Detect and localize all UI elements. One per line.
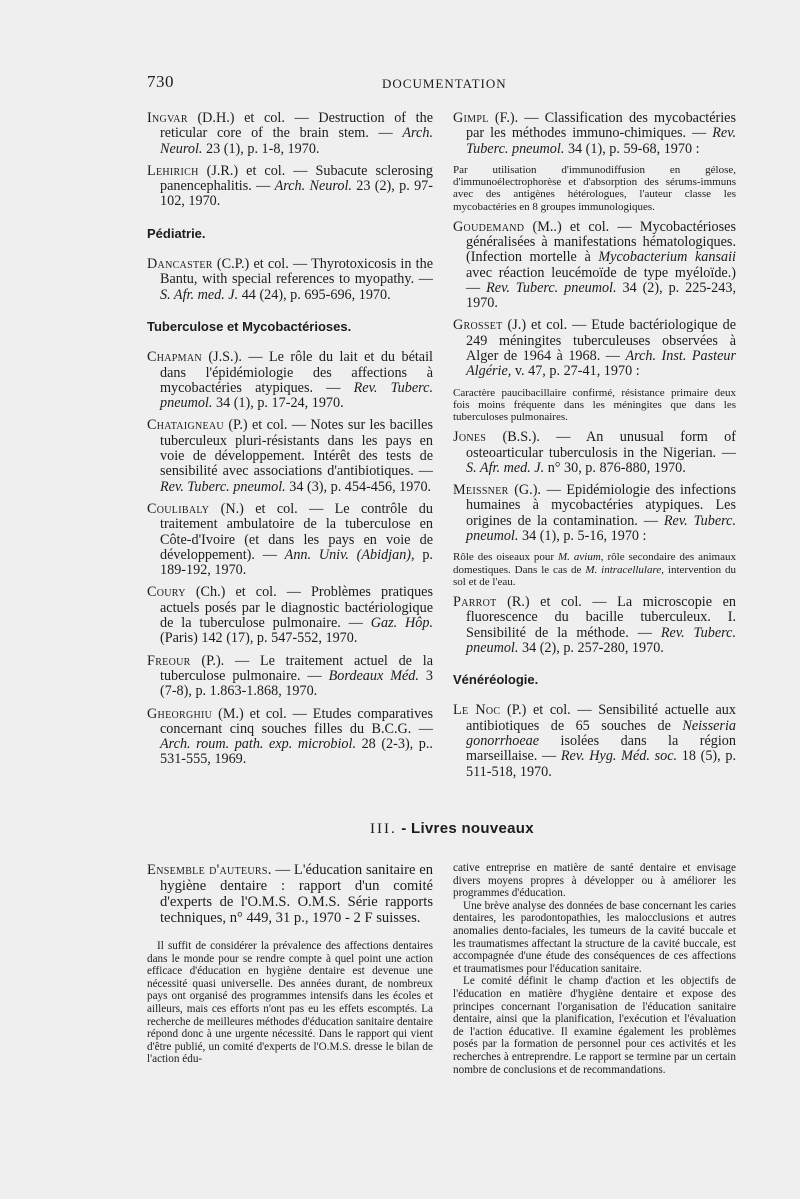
reference-entry (147, 257, 433, 303)
abstract-note: Par utilisation d'immunodiffusion en gélose, d'immunoélectrophorèse et d'absorption des sérums-immuns avec des antigènes hétérologues, l'auteur classe les mycobactéries en 8 groupes immunologiques. (453, 163, 736, 213)
reference-citation: 34 (3), p. 454-456, 1970. (285, 478, 432, 495)
reference-entry (147, 654, 433, 700)
reference-citation: n° 30, p. 876-880, 1970. (544, 459, 686, 476)
journal: Arch. Inst. Pasteur Algérie, (466, 348, 737, 380)
journal: Bordeaux Méd. (328, 667, 419, 684)
author: Le Noc (453, 702, 501, 719)
journal: Rev. Tuberc. pneumol. (466, 624, 736, 656)
reference-text: (P.). — Le traitement actuel de la tuberculose pulmonaire. — (160, 652, 433, 684)
species-name: M. avium, (558, 551, 604, 564)
journal: Rev. Tuberc. pneumol. (486, 279, 617, 296)
reference-entry (453, 483, 736, 544)
reference-text: (D.H.) et col. — Destruction of the reticular core of the brain stem. — (160, 110, 433, 142)
book-author: Ensemble d'auteurs. (147, 862, 272, 878)
author: Parrot (453, 593, 497, 610)
journal: Rev. Tuberc. pneumol. (466, 512, 737, 545)
reference-entry (147, 585, 433, 646)
journal: Arch. roum. path. exp. microbiol. (160, 736, 357, 753)
book-reference (147, 862, 433, 926)
author: Lehirich (147, 162, 199, 179)
right-column (453, 111, 736, 787)
reference-citation: 44 (24), p. 695-696, 1970. (238, 286, 391, 303)
species-name: Neisseria gonorrhoeae (466, 717, 736, 750)
part-title-text: Livres nouveaux (410, 820, 534, 837)
reference-entry (453, 430, 736, 476)
reference-text: (M..) et col. — Mycobactérioses généralisées à manifestations hématologiques. (Infection mortelle à (466, 218, 736, 266)
book-citation: — L'éducation sanitaire en hygiène dentaire : rapport d'un comité d'experts de l'O.M.S. O.M.S. Série rapports techniques, n° 449, 31 p., 1970 - 2 F suisses. (160, 862, 433, 926)
part-title (370, 820, 534, 838)
running-title: DOCUMENTATION (382, 76, 507, 91)
species-name: Mycobacterium kansaii (598, 249, 736, 266)
book-summary-paragraph: cative entreprise en matière de santé dentaire et envisage divers moyens propres à développer ou à améliorer les programmes d'éducation. (453, 862, 736, 900)
reference-citation: 34 (1), p. 59-68, 1970 : (564, 140, 700, 157)
reference-text: isolées dans la région marseillaise. — (466, 733, 736, 765)
journal: Ann. Univ. (Abidjan) (284, 546, 412, 563)
author: Coulibaly (147, 500, 210, 517)
reference-citation: v. 47, p. 27-41, 1970 : (511, 363, 640, 380)
note-text: Rôle des oiseaux pour (453, 551, 559, 564)
book-summary-paragraph: Il suffit de considérer la prévalence des affections dentaires dans le monde pour se rendre compte à quel point une action efficace d'éducation en hygiène dentaire est devenue une nécessité quasi universelle. Des années durant, de nombreux pays ont organisé des programmes intensifs dans les écoles et ailleurs, mais ces efforts n'ont pas eu les effets escomptés. La recherche de meilleures méthodes d'éducation sanitaire dentaire répond donc à une urgente nécessité. Dans le rapport qui vient d'être publié, un comité d'experts de l'O.M.S. dresse le bilan de l'action édu- (147, 940, 433, 1066)
journal: Rev. Tuberc. pneumol. (160, 379, 433, 412)
author: Meissner (453, 482, 509, 499)
journal: Gaz. Hôp. (370, 615, 433, 632)
reference-entry (147, 418, 433, 494)
part-dash: - (396, 820, 411, 837)
note-text: rôle secondaire des animaux domestiques. Dans le cas de (453, 551, 736, 576)
author: Coury (147, 584, 186, 601)
reference-citation: 23 (1), p. 1-8, 1970. (202, 140, 320, 157)
reference-text: (C.P.) et col. — Thyrotoxicosis in the Bantu, with special references to myopathy. — (160, 256, 433, 288)
author: Ingvar (147, 110, 188, 126)
reference-entry (453, 318, 736, 379)
reference-entry (147, 350, 433, 411)
journal: S. Afr. med. J. (466, 459, 545, 476)
note-text: intervention du sol et de l'eau. (453, 563, 736, 588)
reference-entry (147, 164, 433, 210)
section-heading-tuberculose: Tuberculose et Mycobactérioses. (147, 318, 352, 334)
author: Chapman (147, 349, 202, 366)
reference-text: (P.) et col. — Notes sur les bacilles tuberculeux pluri-résistants dans les pays en voie de développement. Intérêt des tests de sensibilité avec associations d'antibiotiques. — (160, 417, 433, 480)
reference-citation: 34 (2), p. 257-280, 1970. (518, 639, 664, 656)
reference-text: avec réaction leucémoïde de type myéloïde.) — (466, 264, 736, 296)
journal: Arch. Neurol. (274, 178, 352, 195)
reference-entry (147, 707, 433, 768)
author: Dancaster (147, 256, 213, 273)
book-summary-paragraph: Le comité définit le champ d'action et les objectifs de l'éducation en matière d'hygiène dentaire et expose des principes concernant l'organisation de l'éducation sanitaire dentaire, ainsi que la planification, l'exécution et l'évaluation de l'action éducative. Il examine également les problèmes posés par la formation de personnel pour ces activités et les recherches à entreprendre. Le rapport se termine par un certain nombre de conclusions et de recommandations. (453, 975, 736, 1076)
page-number: 730 (147, 72, 174, 91)
reference-text: (F.). — Classification des mycobactéries par les méthodes immuno-chimiques. — (466, 110, 736, 142)
journal: Rev. Tuberc. pneumol. (160, 478, 286, 495)
reference-text: (Ch.) et col. — Problèmes pratiques actuels posés par le diagnostic bactériologique de la tuberculose pulmonaire. — (160, 584, 433, 632)
author: Grosset (453, 317, 503, 334)
reference-text: (M.) et col. — Etudes comparatives concernant cinq souches filles du B.C.G. — (160, 705, 433, 737)
reference-text: (J.S.). — Le rôle du lait et du bétail dans l'épidémiologie des affections à mycobactéries atypiques. — (160, 349, 433, 396)
reference-text: (B.S.). — An unusual form of osteoarticular tuberculosis in the Nigerian. — (466, 429, 736, 461)
section-heading-pediatrie: Pédiatrie. (147, 225, 206, 241)
reference-text: (N.) et col. — Le contrôle du traitement ambulatoire de la tuberculose en Côte-d'Ivoire (et dans les pays en voie de développement). — (160, 500, 433, 563)
journal: Rev. Tuberc. pneumol. (466, 125, 736, 157)
book-summary-paragraph: Une brève analyse des données de base concernant les caries dentaires, les parodontopathies, les malocclusions et autres anomalies dento-faciales, les tumeurs de la cavité buccale et les traumatismes affectant la structure de la cavité buccale, est accompagnée d'une étude des conséquences de ces affections et traumatismes pour l'éducation sanitaire. (453, 899, 736, 975)
reference-text: (P.) et col. — Sensibilité actuelle aux antibiotiques de 65 souches de (466, 702, 736, 734)
reference-entry (453, 703, 736, 779)
book-review-right (453, 862, 736, 1076)
reference-citation: 34 (1), p. 5-16, 1970 : (518, 528, 647, 545)
reference-citation: 34 (2), p. 225-243, 1970. (466, 279, 736, 312)
author: Goudemand (453, 218, 525, 235)
author: Freour (147, 652, 191, 669)
author: Gimpl (453, 110, 489, 126)
reference-citation: 3 (7-8), p. 1.863-1.868, 1970. (160, 667, 433, 700)
reference-entry (453, 220, 736, 312)
journal: Rev. Hyg. Méd. soc. (560, 748, 678, 765)
reference-text: (J.) et col. — Etude bactériologique de 249 méningites tuberculeuses observées à Alger de 1964 à 1968. — (466, 317, 736, 365)
reference-entry (453, 111, 736, 157)
reference-citation: , p. 189-192, 1970. (160, 546, 433, 579)
reference-entry (147, 111, 433, 157)
journal: Arch. Neurol. (160, 125, 433, 157)
reference-text: (R.) et col. — La microscopie en fluorescence du bacille tuberculeux. I. Sensibilité de la méthode. — (466, 593, 736, 641)
part-number: III. (370, 821, 397, 837)
section-heading-venereologie: Vénéréologie. (453, 672, 539, 688)
book-review-left (147, 862, 433, 1066)
reference-citation: (Paris) 142 (17), p. 547-552, 1970. (160, 630, 358, 647)
reference-citation: 18 (5), p. 511-518, 1970. (466, 748, 736, 780)
author: Jones (453, 429, 487, 446)
reference-text: (J.R.) et col. — Subacute sclerosing panencephalitis. — (160, 162, 433, 195)
reference-text: (G.). — Epidémiologie des infections humaines à mycobactéries atypiques. Les origines de la contamination. — (466, 482, 736, 529)
abstract-note (453, 551, 736, 588)
author: Gheorghiu (147, 705, 213, 722)
reference-entry (453, 595, 736, 656)
reference-citation: 28 (2-3), p.. 531-555, 1969. (160, 736, 433, 768)
reference-entry (147, 502, 433, 578)
reference-citation: 34 (1), p. 17-24, 1970. (212, 395, 344, 412)
species-name: M. intracellulare, (585, 563, 664, 576)
author: Chataigneau (147, 417, 224, 434)
abstract-note: Caractère paucibacillaire confirmé, résistance primaire deux fois moins fréquente dans les méningites que dans les tuberculoses pulmonaires. (453, 386, 736, 424)
journal: S. Afr. med. J. (160, 286, 239, 303)
left-column (147, 111, 433, 775)
reference-citation: 23 (2), p. 97-102, 1970. (160, 178, 433, 210)
